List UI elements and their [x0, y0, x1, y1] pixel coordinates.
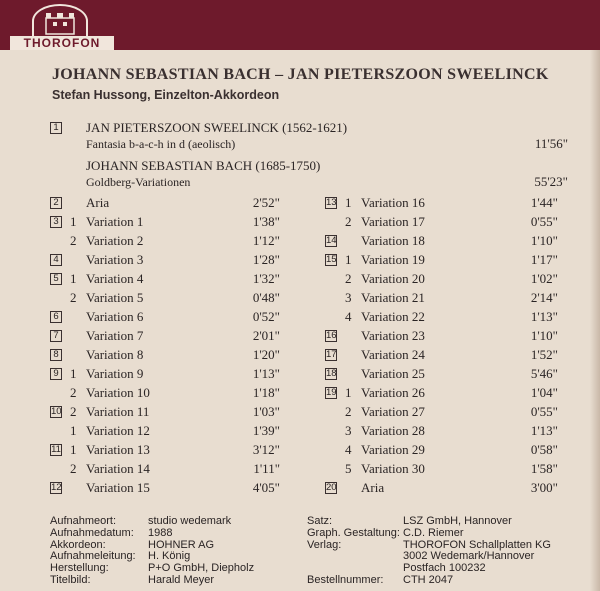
track-title: Variation 30 [361, 461, 425, 476]
track-number-box: 4 [50, 254, 62, 266]
track-title: Variation 24 [361, 347, 425, 362]
track-title: Variation 23 [361, 328, 425, 343]
track-number-box: 6 [50, 311, 62, 323]
track-title: Variation 11 [86, 404, 150, 419]
track-number-box: 20 [326, 482, 337, 493]
track-duration: 1'10" [530, 328, 558, 343]
credit-value: Postfach 100232 [403, 562, 486, 575]
track-duration: 1'02" [530, 271, 558, 286]
credit-value: H. König [148, 550, 191, 563]
credit-label: Aufnahmedatum: [50, 526, 134, 539]
track-title: Variation 2 [86, 233, 144, 248]
track-number-box: 2 [50, 197, 62, 209]
index-number: 2 [70, 233, 77, 248]
credit-value: HOHNER AG [148, 538, 215, 551]
index-number: 1 [345, 195, 352, 210]
credit-label: Herstellung: [50, 562, 109, 575]
credit-value: CTH 2047 [403, 574, 454, 586]
track-title: Variation 8 [86, 347, 144, 362]
track-title: Variation 3 [86, 252, 144, 267]
credit-label: Titelbild: [50, 574, 91, 586]
logo-arch-icon [32, 4, 88, 38]
index-number: 3 [345, 290, 352, 305]
track-number-box: 5 [50, 273, 62, 285]
index-number: 1 [70, 423, 77, 438]
index-number: 2 [70, 290, 77, 305]
index-number: 1 [70, 442, 77, 457]
track-title: Variation 15 [86, 480, 150, 495]
credit-label: Aufnahmeleitung: [50, 550, 136, 563]
index-number: 1 [70, 366, 77, 381]
track-duration: 3'00" [530, 480, 558, 495]
credit-label: Verlag: [307, 538, 342, 551]
track-title: Variation 10 [86, 385, 150, 400]
track-title: Aria [361, 480, 385, 495]
performer: Stefan Hussong, Einzelton-Akkordeon [52, 88, 280, 102]
index-number: 2 [345, 404, 352, 419]
work-title: Goldberg-Variationen [86, 175, 191, 189]
track-duration: 0'58" [530, 442, 558, 457]
track-number-box: 11 [51, 444, 61, 455]
index-number: 2 [345, 271, 352, 286]
credit-value: 1988 [148, 526, 173, 539]
track-duration: 1'03" [252, 404, 280, 419]
track-duration: 1'38" [252, 214, 280, 229]
credit-value: C.D. Riemer [403, 526, 464, 539]
credit-label: Satz: [307, 515, 333, 527]
track-duration: 1'28" [252, 252, 280, 267]
track-number-box: 10 [51, 406, 62, 417]
track-title: Variation 14 [86, 461, 150, 476]
track-duration: 2'52" [252, 195, 280, 210]
index-number: 2 [70, 385, 77, 400]
work-title: Fantasia b-a-c-h in d (aeolisch) [86, 137, 236, 151]
track-number-box: 18 [326, 368, 337, 379]
credit-label: Aufnahmeort: [50, 515, 117, 527]
index-number: 2 [70, 404, 77, 419]
track-duration: 1'17" [530, 252, 558, 267]
track-title: Variation 20 [361, 271, 425, 286]
track-title: Variation 9 [86, 366, 144, 381]
index-number: 4 [345, 442, 352, 457]
index-number: 2 [70, 461, 77, 476]
track-title: Variation 7 [86, 328, 144, 343]
track-duration: 0'52" [252, 309, 280, 324]
album-header [52, 66, 592, 102]
track-title: Variation 16 [361, 195, 425, 210]
index-number: 5 [345, 461, 352, 476]
track-number-box: 14 [326, 235, 337, 246]
track-duration: 1'58" [530, 461, 558, 476]
track-number-box: 19 [326, 387, 337, 398]
track-duration: 1'52" [530, 347, 558, 362]
track-title: Variation 26 [361, 385, 425, 400]
track-number-box: 17 [326, 349, 337, 360]
track-title: Variation 29 [361, 442, 425, 457]
track-number-box: 13 [326, 197, 337, 208]
track-number-box: 12 [51, 482, 62, 493]
album-title: JOHANN SEBASTIAN BACH – JAN PIETERSZOON SWEELINCK [52, 66, 549, 83]
track-title: Variation 13 [86, 442, 150, 457]
credit-value: THOROFON Schallplatten KG [403, 538, 551, 551]
index-number: 3 [345, 423, 352, 438]
track-duration: 1'39" [252, 423, 280, 438]
track-duration: 1'13" [530, 309, 558, 324]
track-duration: 1'10" [530, 233, 558, 248]
track-duration: 1'12" [252, 233, 280, 248]
track-number-box: 1 [50, 122, 62, 134]
thorofon-logo [10, 4, 114, 50]
index-number: 4 [345, 309, 352, 324]
track-title: Aria [86, 195, 110, 210]
index-number: 1 [70, 271, 77, 286]
track-duration: 4'05" [252, 480, 280, 495]
track-number-box: 8 [50, 349, 62, 361]
track-title: Variation 4 [86, 271, 144, 286]
track-duration: 3'12" [252, 442, 280, 457]
track-title: Variation 25 [361, 366, 425, 381]
track-duration: 1'32" [252, 271, 280, 286]
composer-line: JOHANN SEBASTIAN BACH (1685-1750) [86, 158, 321, 173]
track-duration: 0'55" [530, 214, 558, 229]
credit-value: studio wedemark [148, 515, 232, 527]
logo-label: THOROFON [10, 36, 114, 50]
track-duration: 1'20" [252, 347, 280, 362]
track-title: Variation 17 [361, 214, 425, 229]
index-number: 1 [70, 214, 77, 229]
track-duration: 1'18" [252, 385, 280, 400]
composer-line: JAN PIETERSZOON SWEELINCK (1562-1621) [86, 120, 348, 135]
credit-label: Graph. Gestaltung: [307, 526, 400, 539]
credit-value: P+O GmbH, Diepholz [148, 562, 255, 575]
credit-value: Harald Meyer [148, 574, 215, 586]
track-title: Variation 27 [361, 404, 425, 419]
track-title: Variation 19 [361, 252, 425, 267]
track-duration: 2'01" [252, 328, 280, 343]
track-duration: 1'04" [530, 385, 558, 400]
track-title: Variation 28 [361, 423, 425, 438]
work-duration: 55'23" [534, 174, 568, 189]
track-duration: 0'48" [252, 290, 280, 305]
index-number: 1 [345, 385, 352, 400]
track-duration: 1'13" [530, 423, 558, 438]
track-number-box: 3 [50, 216, 62, 228]
track-duration: 1'11" [253, 461, 280, 476]
track-number-box: 16 [326, 330, 337, 341]
track-duration: 1'44" [530, 195, 558, 210]
track-title: Variation 21 [361, 290, 425, 305]
credit-value: LSZ GmbH, Hannover [403, 515, 512, 527]
track-number-box: 9 [50, 368, 62, 380]
track-title: Variation 18 [361, 233, 425, 248]
track-duration: 0'55" [530, 404, 558, 419]
track-number-box: 7 [50, 330, 62, 342]
track-duration: 1'13" [252, 366, 280, 381]
credit-value: 3002 Wedemark/Hannover [403, 550, 535, 563]
track-title: Variation 5 [86, 290, 144, 305]
track-title: Variation 1 [86, 214, 144, 229]
track-title: Variation 12 [86, 423, 150, 438]
track-title: Variation 6 [86, 309, 144, 324]
track-duration: 5'46" [530, 366, 558, 381]
page-edge [590, 50, 600, 591]
work-duration: 11'56" [534, 136, 568, 151]
credit-label: Bestellnummer: [307, 574, 384, 586]
credit-label: Akkordeon: [50, 538, 106, 551]
index-number: 2 [345, 214, 352, 229]
track-duration: 2'14" [530, 290, 558, 305]
index-number: 1 [345, 252, 352, 267]
track-title: Variation 22 [361, 309, 425, 324]
track-number-box: 15 [326, 254, 337, 265]
castle-icon [34, 6, 86, 36]
